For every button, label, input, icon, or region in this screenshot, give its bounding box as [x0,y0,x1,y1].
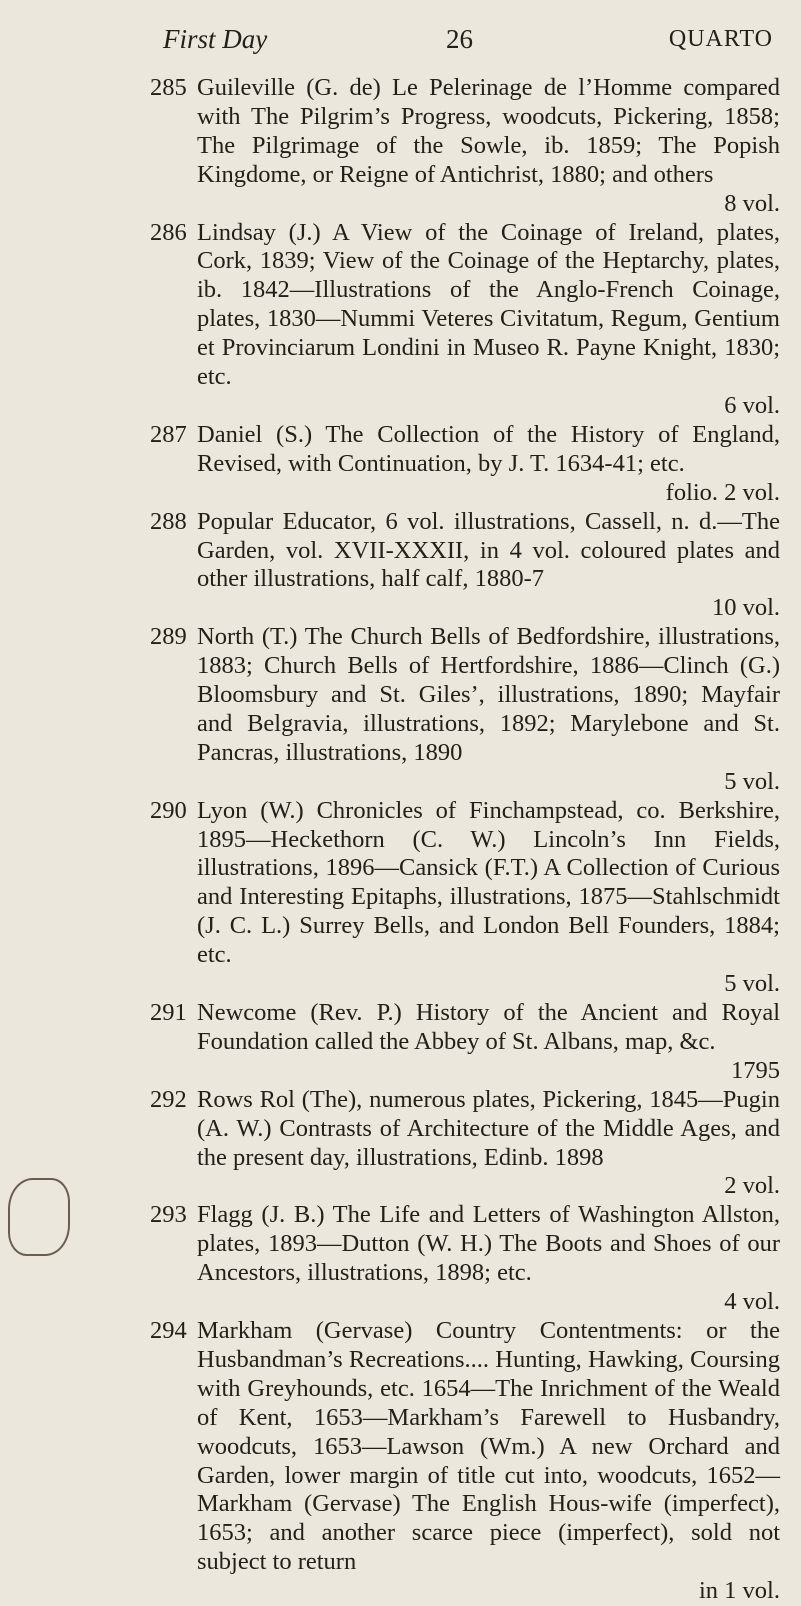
lot-number: 294 [150,1316,187,1344]
lot-volumes: 4 vol. [724,1288,780,1316]
lot-description: Daniel (S.) The Collection of the History of England, Revised, with Continuation, by J. T. 1634-41; etc. [197,420,780,477]
lot-number: 287 [150,420,187,448]
lot-volumes: 2 vol. [724,1172,780,1200]
lot-volumes: 1795 [731,1056,780,1084]
lot-number: 293 [150,1201,187,1229]
lot-volumes: folio. 2 vol. [665,478,780,506]
handwritten-margin-mark [8,1178,70,1256]
catalogue-entry [150,74,780,219]
lot-volumes: 10 vol. [711,594,780,622]
lot-volumes: 6 vol. [724,391,780,419]
catalogue-entry [150,623,780,796]
page-number: 26 [446,24,473,54]
catalogue-entry [150,999,780,1086]
lot-number: 286 [150,218,187,246]
lot-number: 290 [150,796,187,824]
lot-description: Markham (Gervase) Country Contentments: or the Husbandman’s Recreations.... Hunting, Hawking, Coursing with Greyhounds, etc. 1654—The Inrichment of the Weald of Kent, 1653—Markham’s Farewell to Husbandry, woodcuts, 1653—Lawson (Wm.) A new Orchard and Garden, lower margin of title cut into, woodcuts, 1652—Markham (Gervase) The English Hous-wife (imperfect), 1653; and another scarce piece (imperfect), sold not subject to return [197,1316,780,1576]
catalogue-entries [150,74,780,1606]
lot-description: Rows Rol (The), numerous plates, Pickering, 1845—Pugin (A. W.) Contrasts of Architecture of the Middle Ages, and the present day, illustrations, Edinb. 1898 [197,1085,780,1171]
catalogue-entry [150,219,780,421]
catalogue-entry [150,797,780,999]
lot-description: Guileville (G. de) Le Pelerinage de l’Homme compared with The Pilgrim’s Progress, woodcuts, Pickering, 1858; The Pilgrimage of the Sowle, ib. 1859; The Popish Kingdome, or Reigne of Antichrist, 1880; and others [197,74,780,188]
lot-description: Flagg (J. B.) The Life and Letters of Washington Allston, plates, 1893—Dutton (W. H.) The Boots and Shoes of our Ancestors, illustrations, 1898; etc. [197,1201,780,1287]
lot-volumes: 8 vol. [724,189,780,217]
lot-description: Popular Educator, 6 vol. illustrations, Cassell, n. d.—The Garden, vol. XVII-XXXII, in 4 vol. coloured plates and other illustrations, half calf, 1880-7 [197,507,780,593]
catalogue-entry [150,1086,780,1202]
lot-number: 288 [150,507,187,535]
catalogue-entry [150,1317,780,1606]
catalogue-entry [150,1201,780,1317]
lot-volumes: 5 vol. [724,970,780,998]
lot-description: Lindsay (J.) A View of the Coinage of Ireland, plates, Cork, 1839; View of the Coinage of the Heptarchy, plates, ib. 1842—Illustrations of the Anglo-French Coinage, plates, 1830—Nummi Veteres Civitatum, Regum, Gentium et Provinciarum Londini in Museo R. Payne Knight, 1830; etc. [197,218,780,391]
lot-number: 289 [150,623,187,651]
lot-description: North (T.) The Church Bells of Bedfordshire, illustrations, 1883; Church Bells of Hertfordshire, 1886—Clinch (G.) Bloomsbury and St. Giles’, illustrations, 1890; Mayfair and Belgravia, illustrations, 1892; Marylebone and St. Pancras, illustrations, 1890 [197,623,780,766]
catalogue-entry [150,421,780,508]
lot-description: Lyon (W.) Chronicles of Finchampstead, co. Berkshire, 1895—Heckethorn (C. W.) Lincoln’s Inn Fields, illustrations, 1896—Cansick (F.T.) A Collection of Curious and Interesting Epitaphs, illustrations, 1875—Stahlschmidt (J. C. L.) Surrey Bells, and London Bell Founders, 1884; etc. [197,796,780,969]
lot-volumes: 5 vol. [724,767,780,795]
lot-description: Newcome (Rev. P.) History of the Ancient and Royal Foundation called the Abbey of St. Albans, map, &c. [197,999,780,1055]
catalogue-entry [150,508,780,624]
lot-number: 292 [150,1085,187,1113]
format-heading: QUARTO [668,26,773,52]
lot-number: 285 [150,74,187,101]
lot-volumes: in 1 vol. [699,1577,780,1605]
lot-number: 291 [150,999,187,1026]
day-heading: First Day [163,24,268,54]
page-header [163,24,773,64]
